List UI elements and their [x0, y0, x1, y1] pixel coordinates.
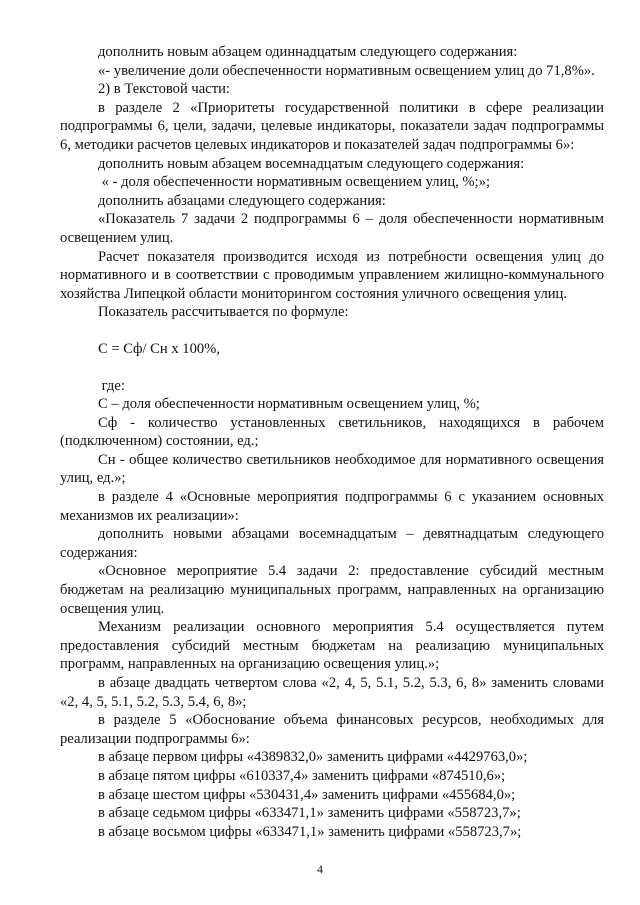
paragraph: 2) в Текстовой части:	[98, 81, 230, 98]
paragraph: Расчет показателя производится исходя из потребности освещения улиц до нормативного и в соответствии с проводимым управлением жилищно-коммунального хозяйства Липецкой области мониторингом состояния уличного освещения улиц.	[60, 248, 604, 302]
paragraph: в разделе 5 «Обоснование объема финансовых ресурсов, необходимых для реализации подпрограммы 6»:	[60, 712, 604, 747]
paragraph: где:	[98, 377, 125, 394]
page-number: 4	[317, 862, 323, 876]
paragraph: С – доля обеспеченности нормативным освещением улиц, %;	[98, 396, 480, 413]
paragraph: «Основное мероприятие 5.4 задачи 2: предоставление субсидий местным бюджетам на реализацию муниципальных программ, направленных на организацию освещения улиц.	[60, 563, 604, 617]
paragraph: дополнить абзацами следующего содержания:	[98, 192, 386, 209]
paragraph: « - доля обеспеченности нормативным освещением улиц, %;»;	[98, 174, 490, 191]
paragraph: «- увеличение доли обеспеченности нормативным освещением улиц до 71,8%».	[98, 62, 595, 79]
paragraph: в абзаце седьмом цифры «633471,1» заменить цифрами «558723,7»;	[98, 805, 521, 822]
formula: С = Сф/ Сн х 100%,	[98, 340, 220, 357]
paragraph: в абзаце пятом цифры «610337,4» заменить цифрами «874510,6»;	[98, 767, 506, 784]
document-body	[60, 43, 604, 841]
paragraph: Сф - количество установленных светильников, находящихся в рабочем (подключенном) состоянии, ед.;	[60, 414, 604, 450]
paragraph: дополнить новым абзацем восемнадцатым следующего содержания:	[98, 155, 525, 172]
paragraph: в разделе 2 «Приоритеты государственной политики в сфере реализации подпрограммы 6, цели, задачи, целевые индикаторы, показатели задач подпрограммы 6, методики расчетов целевых индикаторов и показателей задач подпрограммы 6»:	[60, 99, 604, 153]
paragraph: «Показатель 7 задачи 2 подпрограммы 6 – доля обеспеченности нормативным освещением улиц.	[60, 211, 604, 246]
paragraph: в абзаце восьмом цифры «633471,1» заменить цифрами «558723,7»;	[98, 823, 522, 840]
paragraph: дополнить новыми абзацами восемнадцатым – девятнадцатым следующего содержания:	[60, 526, 604, 561]
paragraph: в абзаце шестом цифры «530431,4» заменить цифрами «455684,0»;	[98, 786, 516, 803]
paragraph: в абзаце двадцать четвертом слова «2, 4, 5, 5.1, 5.2, 5.3, 6, 8» заменить словами «2, 4, 5, 5.1, 5.2, 5.3, 5.4, 6, 8»;	[60, 675, 604, 710]
paragraph: дополнить новым абзацем одиннадцатым следующего содержания:	[98, 44, 518, 60]
paragraph: в разделе 4 «Основные мероприятия подпрограммы 6 с указанием основных механизмов их реализации»:	[60, 489, 604, 524]
paragraph: Сн - общее количество светильников необходимое для нормативного освещения улиц, ед.»;	[60, 451, 604, 487]
paragraph: Механизм реализации основного мероприятия 5.4 осуществляется путем предоставления субсидий местным бюджетам на реализацию муниципальных программ, направленных на организацию освещения улиц.»;	[60, 619, 604, 673]
paragraph: в абзаце первом цифры «4389832,0» заменить цифрами «4429763,0»;	[98, 749, 528, 766]
paragraph: Показатель рассчитывается по формуле:	[98, 304, 349, 321]
